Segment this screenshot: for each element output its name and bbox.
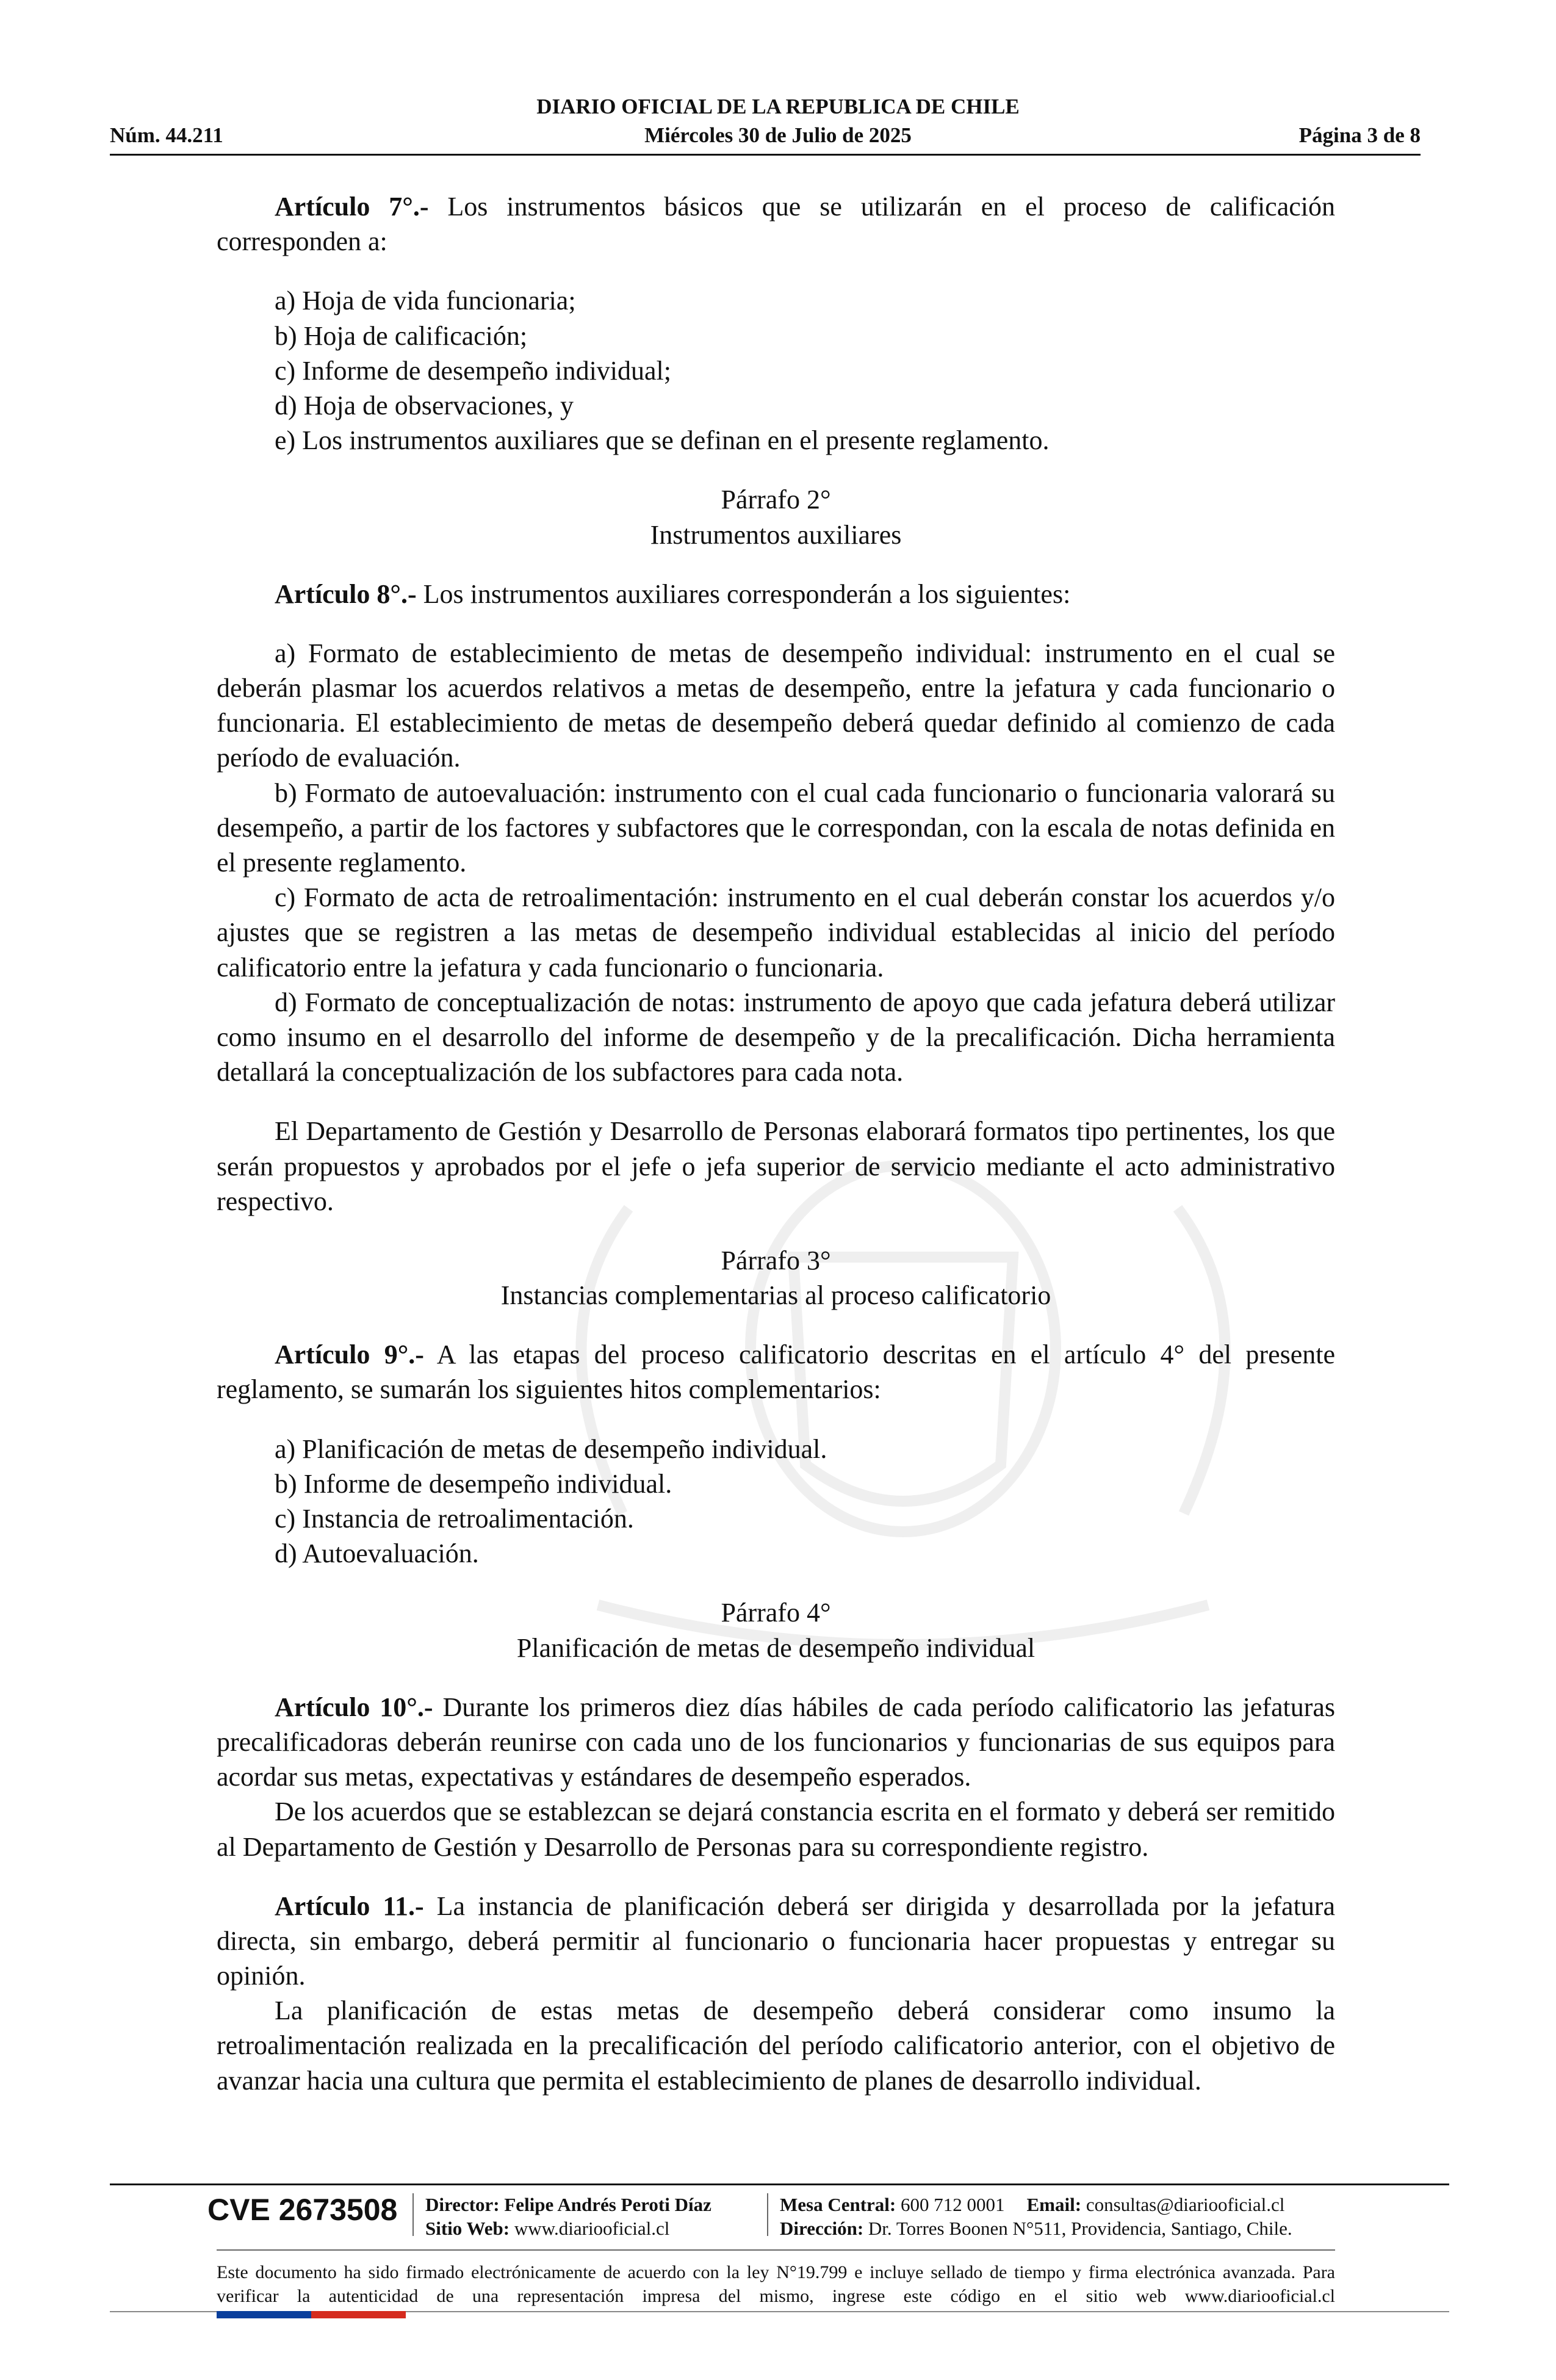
article-11-label: Artículo 11.- [275,1891,424,1921]
list-item: d) Hoja de observaciones, y [275,390,574,420]
article-10 [217,1690,1335,1795]
article-8-paragraph: c) Formato de acta de retroalimentación: instrumento en el cual deberán constar los acuerdos y/o ajustes que se registren a las metas de desempeño individual establecidas al inicio del período calificatorio entre la jefatura y cada funcionario o funcionaria. [217,882,1335,983]
footer-separator [767,2193,768,2236]
article-11-paragraph: La planificación de estas metas de desempeño deberá considerar como insumo la retroalimentación realizada en la precalificación del período calificatorio anterior, con el objetivo de avanzar hacia una cultura que permita el establecimiento de planes de desarrollo individual. [217,1996,1335,2096]
cve-code: CVE 2673508 [207,2193,398,2227]
article-11 [217,1889,1335,1994]
issue-date: Miércoles 30 de Julio de 2025 [644,123,912,147]
list-item: c) Informe de desempeño individual; [275,355,672,386]
article-11-text: La instancia de planificación deberá ser dirigida y desarrollada por la jefatura directa, sin embargo, deberá permitir al funcionario o funcionaria hacer propuestas y entregar su opinión. [217,1891,1335,1991]
article-9-text: A las etapas del proceso calificatorio descritas en el artículo 4° del presente reglamento, se sumarán los siguientes hitos complementarios: [217,1340,1335,1405]
section-title: Instancias complementarias al proceso calificatorio [500,1280,1051,1311]
footer-inner-divider [217,2249,1335,2251]
list-item: b) Informe de desempeño individual. [275,1468,672,1499]
list-item: a) Hoja de vida funcionaria; [275,286,576,316]
list-item: b) Hoja de calificación; [275,320,528,351]
article-7-text: Los instrumentos básicos que se utilizarán en el proceso de calificación corresponden a: [217,192,1335,257]
phone-number: 600 712 0001 [896,2194,1005,2215]
list-item: e) Los instrumentos auxiliares que se definan en el presente reglamento. [275,425,1050,456]
email-label: Email: [1026,2194,1082,2215]
director-label: Director: [425,2194,500,2215]
section-number: Párrafo 4° [721,1598,831,1628]
document-body [217,189,1335,2098]
article-9-label: Artículo 9°.- [275,1340,424,1370]
section-title: Planificación de metas de desempeño individual [516,1632,1036,1663]
email-link[interactable]: consultas@diariooficial.cl [1081,2194,1285,2215]
article-8-text: Los instrumentos auxiliares corresponderán a los siguientes: [416,579,1071,609]
article-7-label: Artículo 7°.- [275,192,429,222]
list-item: d) Autoevaluación. [275,1538,479,1569]
article-8-paragraph: a) Formato de establecimiento de metas de desempeño individual: instrumento en el cual se deberán plasmar los acuerdos relativos a metas de desempeño, entre la jefatura y cada funcionario o funcionaria. El establecimiento de metas de desempeño deberá quedar definido al comienzo de cada período de evaluación. [217,638,1335,773]
article-8-closing: El Departamento de Gestión y Desarrollo de Personas elaborará formatos tipo pertinentes, los que serán propuestos y aprobados por el jefe o jefa superior de servicio mediante el acto administrativo respectivo. [217,1116,1335,1216]
article-8-label: Artículo 8°.- [275,579,417,609]
footer-separator [412,2193,414,2236]
footer-divider [110,2183,1449,2185]
flag-stripe-blue [217,2311,311,2318]
article-8 [217,577,1335,611]
director-name: Felipe Andrés Peroti Díaz [499,2194,711,2215]
legal-notice: Este documento ha sido firmado electrónicamente de acuerdo con la ley N°19.799 e incluye sellado de tiempo y firma electrónica avanzada. Para verificar la autenticidad de una representación impresa del mismo, ingrese este código en el sitio web www.diariooficial.cl [217,2262,1335,2306]
website-label: Sitio Web: [425,2217,510,2239]
address-value: Dr. Torres Boonen N°511, Providencia, Santiago, Chile. [863,2217,1292,2239]
section-number: Párrafo 3° [721,1245,831,1275]
list-item: c) Instancia de retroalimentación. [275,1504,634,1534]
footer-contact-block [780,2193,1292,2241]
article-8-paragraph: b) Formato de autoevaluación: instrumento con el cual cada funcionario o funcionaria valorará su desempeño, a partir de los factores y subfactores que le correspondan, con la escala de notas definida en el presente reglamento. [217,777,1335,878]
flag-stripe-red [311,2311,406,2318]
newspaper-title: DIARIO OFICIAL DE LA REPUBLICA DE CHILE [536,95,1020,118]
header-divider [110,154,1421,156]
page-indicator: Página 3 de 8 [1298,123,1421,147]
article-7 [217,189,1335,259]
article-10-label: Artículo 10°.- [275,1692,433,1722]
address-label: Dirección: [780,2217,864,2239]
article-10-text: Durante los primeros diez días hábiles de cada período calificatorio las jefaturas precalificadoras deberán reunirse con cada uno de los funcionarios y funcionarias de sus equipos para acordar sus metas, expectativas y estándares de desempeño esperados. [217,1692,1336,1792]
footer-director-block [425,2193,711,2241]
section-title: Instrumentos auxiliares [650,519,902,550]
section-number: Párrafo 2° [721,485,831,515]
article-8-paragraph: d) Formato de conceptualización de notas: instrumento de apoyo que cada jefatura deberá utilizar como insumo en el desarrollo del informe de desempeño y de la precalificación. Dicha herramienta detallará la conceptualización de los subfactores para cada nota. [217,987,1335,1087]
website-link[interactable]: www.diariooficial.cl [510,2217,670,2239]
article-10-paragraph: De los acuerdos que se establezcan se dejará constancia escrita en el formato y deberá ser remitido al Departamento de Gestión y Desarrollo de Personas para su correspondiente registro. [217,1797,1335,1862]
list-item: a) Planificación de metas de desempeño individual. [275,1433,827,1464]
issue-number: Núm. 44.211 [110,123,223,147]
article-9 [217,1337,1335,1407]
phone-label: Mesa Central: [780,2194,896,2215]
